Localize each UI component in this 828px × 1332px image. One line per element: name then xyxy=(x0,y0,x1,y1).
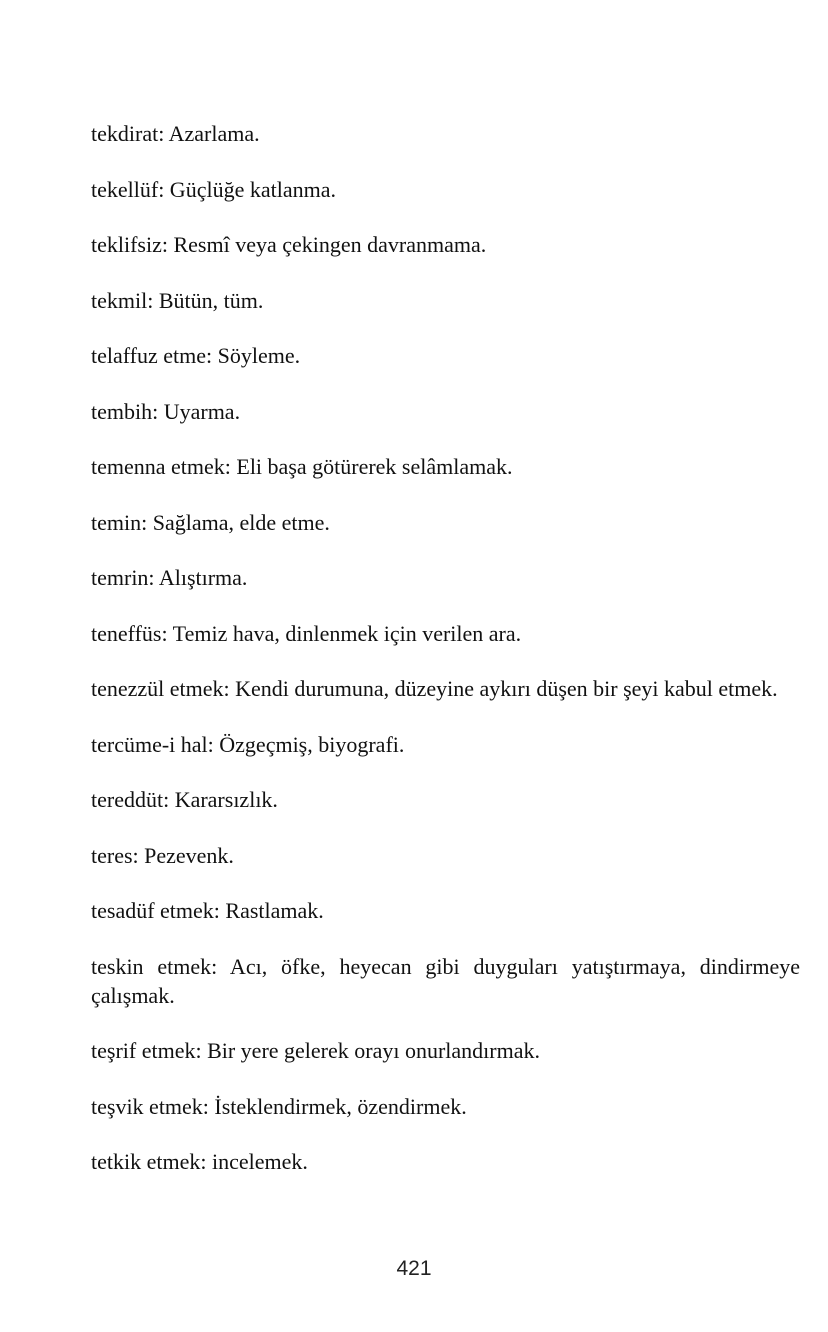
glossary-entry: teneffüs: Temiz hava, dinlenmek için verilen ara. xyxy=(91,620,522,646)
glossary-entry: teskin etmek: Acı, öfke, heyecan gibi duyguları yatıştırmaya, dindirmeye çalışmak. xyxy=(91,953,800,1008)
glossary-entry: teşvik etmek: İsteklendirmek, özendirmek. xyxy=(91,1093,467,1119)
glossary-entry: tenezzül etmek: Kendi durumuna, düzeyine aykırı düşen bir şeyi kabul etmek. xyxy=(91,676,778,701)
glossary-entry: tekdirat: Azarlama. xyxy=(91,121,260,146)
glossary-entry: tetkik etmek: incelemek. xyxy=(91,1149,308,1174)
glossary-entry: telaffuz etme: Söyleme. xyxy=(91,343,301,368)
glossary-entry: tercüme-i hal: Özgeçmiş, biyografi. xyxy=(91,731,405,757)
glossary-entry: tekmil: Bütün, tüm. xyxy=(91,287,264,313)
glossary-entry: tesadüf etmek: Rastlamak. xyxy=(91,898,324,923)
glossary-entry: tereddüt: Kararsızlık. xyxy=(91,787,278,812)
glossary-entry: teres: Pezevenk. xyxy=(91,842,234,868)
glossary-entry: temrin: Alıştırma. xyxy=(91,565,248,590)
glossary-entry: temenna etmek: Eli başa götürerek selâmlamak. xyxy=(91,454,513,479)
glossary-entry: temin: Sağlama, elde etme. xyxy=(91,509,330,535)
glossary-entry: tembih: Uyarma. xyxy=(91,398,241,424)
glossary-entry: teşrif etmek: Bir yere gelerek orayı onurlandırmak. xyxy=(91,1038,540,1063)
glossary-entry: teklifsiz: Resmî veya çekingen davranmama. xyxy=(91,232,487,257)
page-number: 421 xyxy=(396,1257,432,1280)
glossary-entries xyxy=(91,119,800,1203)
glossary-entry: tekellüf: Güçlüğe katlanma. xyxy=(91,176,336,202)
